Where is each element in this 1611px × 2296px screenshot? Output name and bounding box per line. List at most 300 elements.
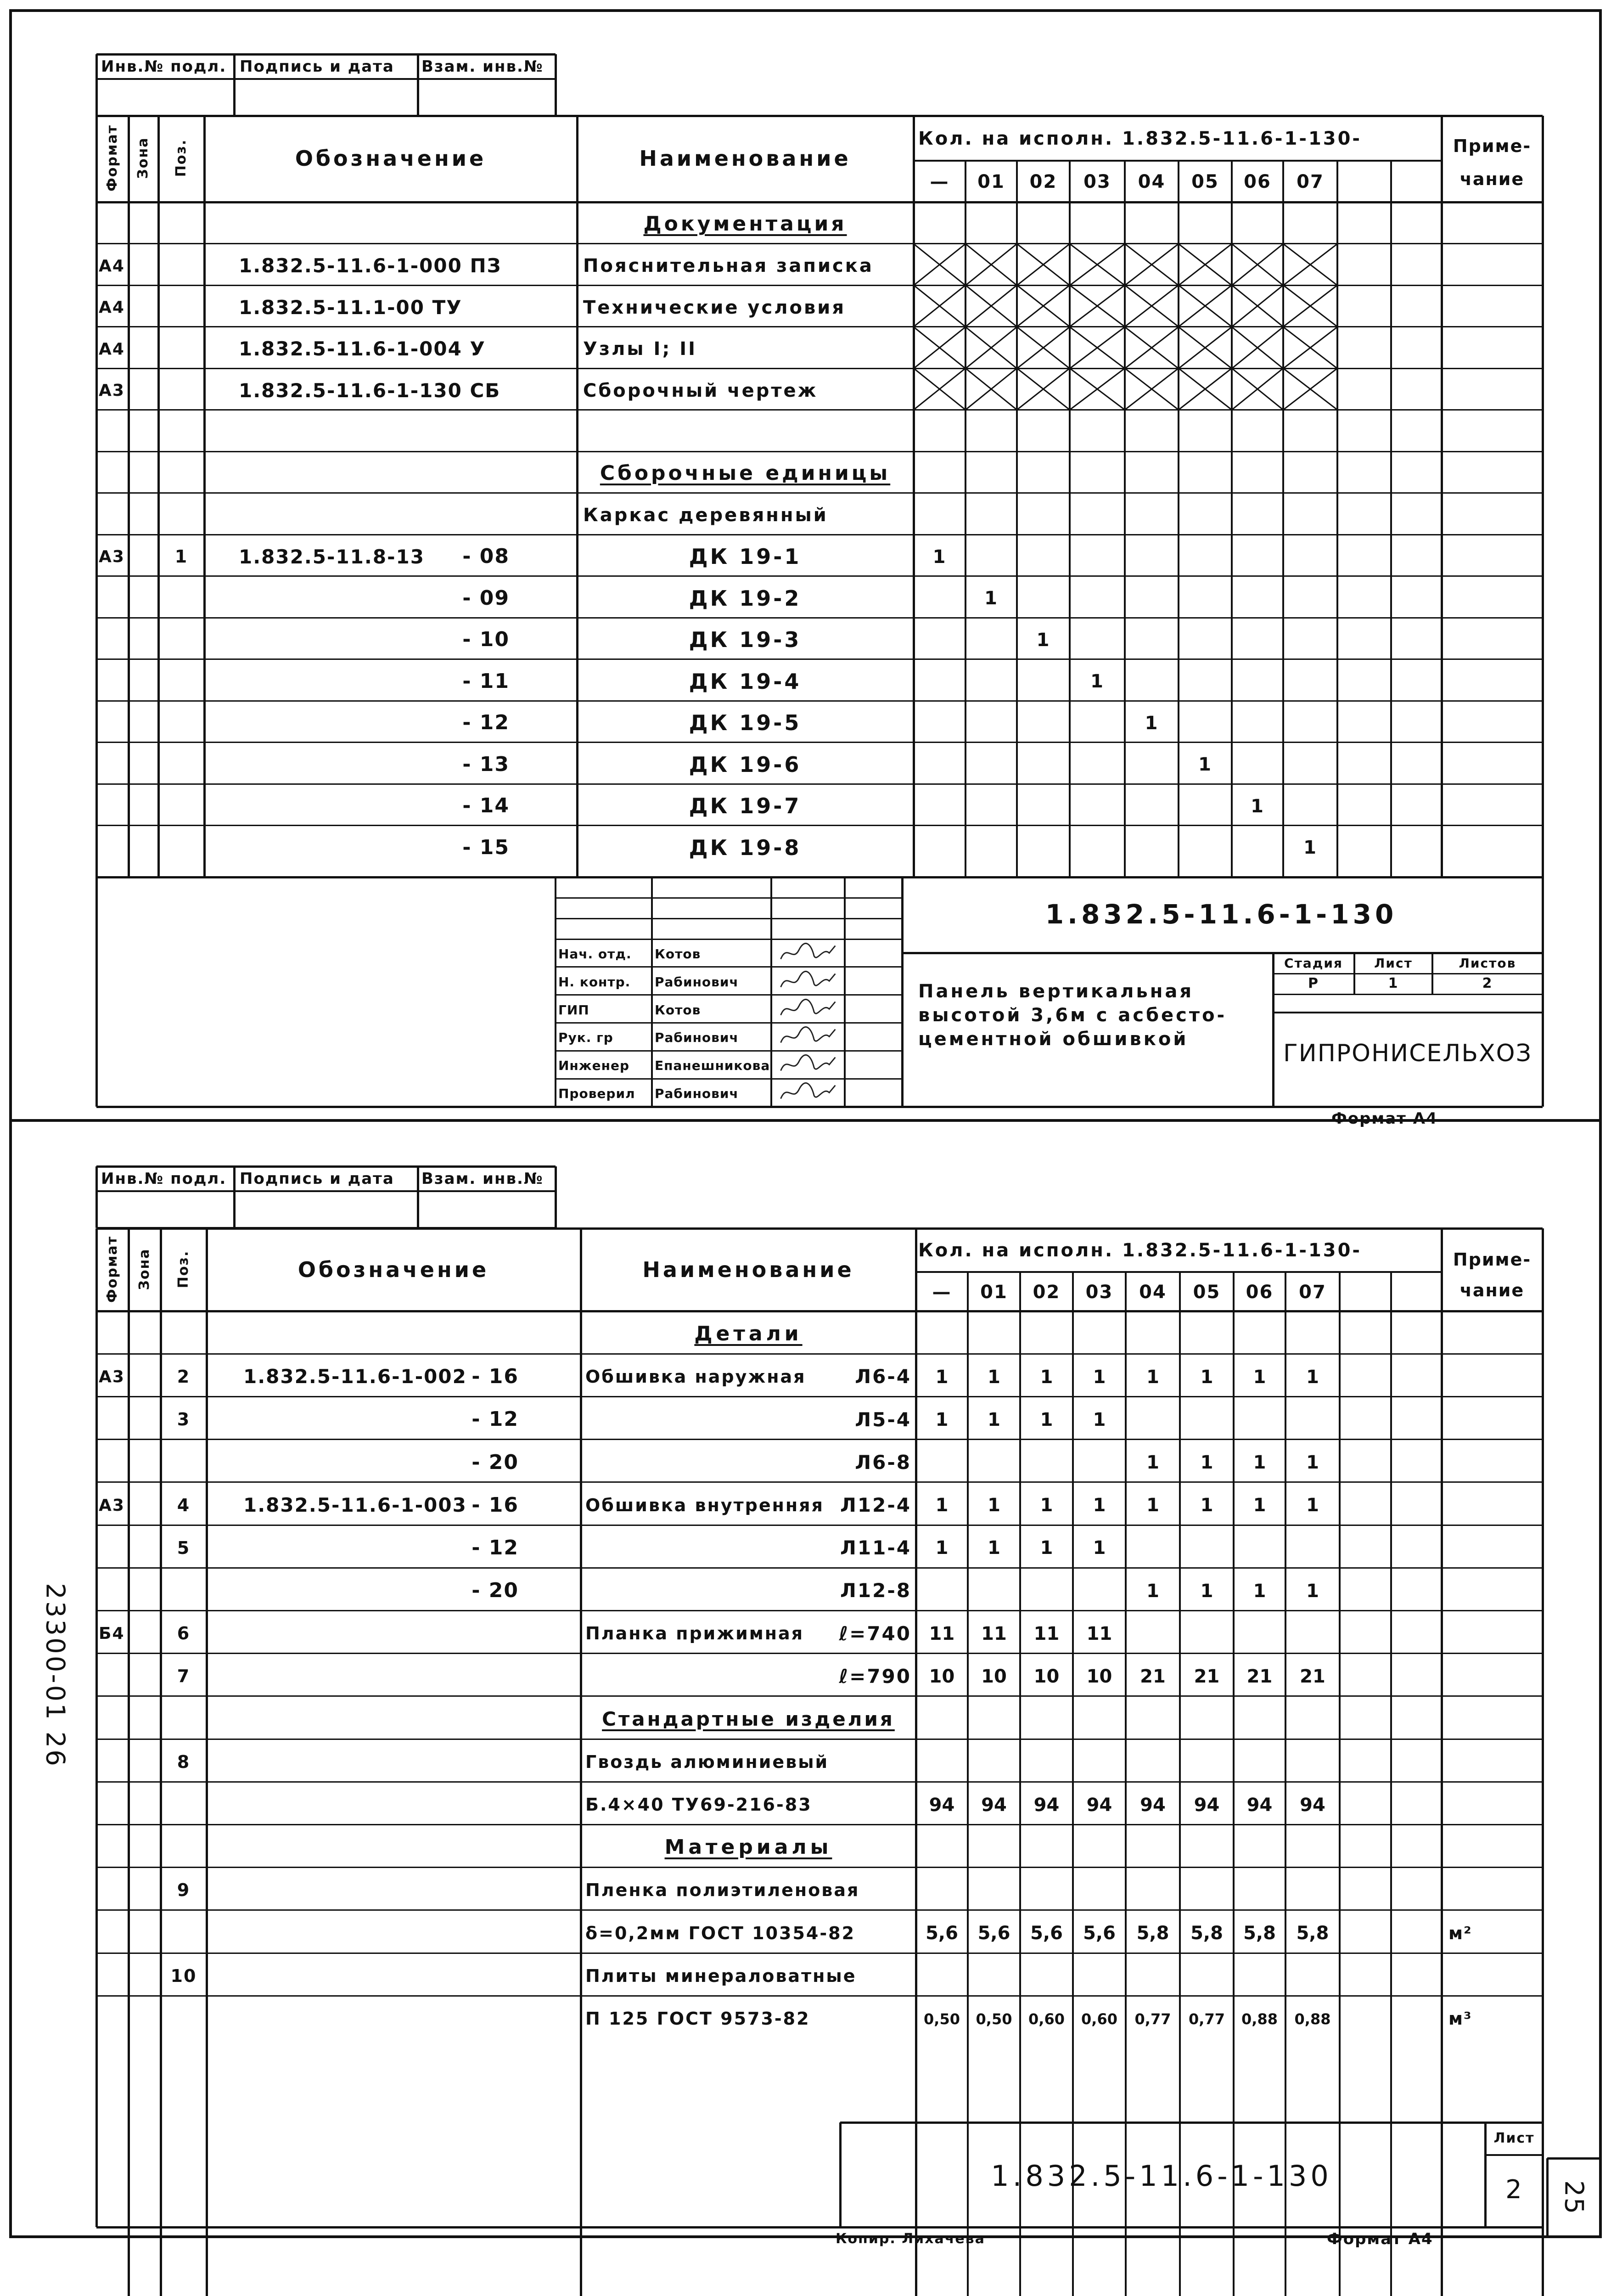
- grid-line: [1485, 2154, 1543, 2156]
- qty-label-header: Кол. на исполн. 1.832.5-11.6-1-130-: [918, 1240, 1362, 1261]
- grid-line: [157, 116, 160, 877]
- grid-line: [576, 116, 578, 877]
- row-name: Обшивка наружная: [585, 1366, 806, 1387]
- grid-line: [96, 575, 1543, 577]
- row-name: ДК 19-3: [689, 627, 802, 653]
- row-qty: 5,8: [1243, 1923, 1276, 1944]
- cross-out-cell: [1017, 327, 1070, 369]
- variant-header-2: 02: [1033, 1282, 1061, 1303]
- grid-line: [840, 2122, 1543, 2124]
- row-qty: 1: [1093, 1537, 1106, 1559]
- row-qty: 1: [1251, 795, 1264, 817]
- row-designation-suffix: - 12: [462, 711, 510, 735]
- col-note-header: Приме-: [1453, 136, 1532, 157]
- row-qty: 21: [1246, 1666, 1273, 1688]
- variant-header-5: 05: [1191, 171, 1219, 193]
- grid-line: [96, 1396, 1543, 1397]
- outer-frame-left: [9, 9, 12, 2238]
- row-qty: 1: [935, 1366, 949, 1388]
- grid-line: [1390, 161, 1392, 877]
- row-designation-suffix: - 13: [462, 752, 510, 776]
- row-qty: 10: [1086, 1666, 1112, 1688]
- stamp-role: Н. контр.: [558, 974, 631, 990]
- page1-format-label: Формат А4: [1331, 1109, 1438, 1128]
- row-position: 2: [177, 1366, 191, 1387]
- stamp-person: Рабинович: [655, 974, 739, 990]
- col-note-header-2: чание: [1459, 1280, 1525, 1301]
- signature-image: [776, 969, 840, 993]
- grid-line: [1542, 2039, 1544, 2227]
- grid-line: [233, 54, 236, 116]
- variant-header-2: 02: [1029, 171, 1057, 193]
- row-qty: 1: [1253, 1580, 1266, 1602]
- row-position: 8: [177, 1751, 191, 1772]
- spec2-left-border: [95, 1228, 98, 2227]
- spec2-top: [96, 1227, 1543, 1230]
- row-qty: 1: [1040, 1366, 1053, 1388]
- row-qty: 5,6: [1083, 1923, 1116, 1944]
- grid-line: [96, 658, 1543, 660]
- grid-line: [1339, 1272, 1341, 2296]
- row-qty: 1: [988, 1409, 1000, 1430]
- variant-header-7: 07: [1299, 1282, 1326, 1303]
- variant-header-6: 06: [1244, 171, 1271, 193]
- grid-line: [95, 54, 98, 116]
- row-name-size: Л11-4: [840, 1536, 911, 1559]
- row-name: Каркас деревянный: [583, 505, 828, 526]
- grid-line: [203, 116, 206, 877]
- row-format: А3: [99, 547, 125, 567]
- grid-line: [206, 1228, 208, 2296]
- grid-line: [913, 116, 915, 877]
- row-qty: 1: [1146, 1580, 1159, 1602]
- row-qty: 1: [1093, 1409, 1106, 1430]
- grid-line: [555, 54, 557, 116]
- grid-line: [128, 116, 130, 877]
- row-name: Обшивка внутренняя: [585, 1495, 824, 1515]
- col-note-header: Приме-: [1453, 1249, 1532, 1270]
- row-qty: 1: [988, 1366, 1000, 1388]
- col-zone-header: Зона: [136, 1248, 152, 1290]
- grid-line: [96, 1995, 1543, 1997]
- cross-out-cell: [1232, 244, 1283, 286]
- grid-line: [96, 742, 1543, 743]
- row-format: А3: [99, 1367, 125, 1387]
- grid-line: [96, 1781, 1543, 1783]
- row-qty: 1: [1306, 1452, 1319, 1474]
- row-qty: 1: [984, 588, 998, 609]
- cross-out-cell: [965, 368, 1017, 410]
- cross-out-cell: [1283, 285, 1337, 327]
- grid-line: [1441, 116, 1443, 877]
- row-section-title: Детали: [694, 1322, 803, 1345]
- row-designation-suffix: - 12: [472, 1407, 519, 1431]
- row-name-size: Л12-4: [840, 1494, 911, 1517]
- row-qty: 1: [1253, 1366, 1266, 1388]
- row-qty: 1: [988, 1495, 1000, 1516]
- row-section-title: Материалы: [664, 1835, 832, 1859]
- row-qty: 0,88: [1241, 2010, 1278, 2028]
- inv-number-header: Инв.№ подл.: [101, 1169, 227, 1188]
- variant-header-1: 01: [980, 1282, 1008, 1303]
- grid-line: [556, 918, 902, 919]
- row-designation-suffix: - 16: [472, 1365, 519, 1389]
- row-designation-suffix: - 12: [472, 1536, 519, 1559]
- row-format: А3: [99, 1496, 125, 1515]
- row-qty: 94: [1194, 1794, 1220, 1816]
- row-position: 7: [177, 1666, 191, 1687]
- grid-line: [915, 1228, 917, 2296]
- row-qty: 21: [1300, 1666, 1325, 1688]
- row-qty: 94: [1300, 1794, 1325, 1816]
- row-qty: 0,60: [1028, 2010, 1065, 2028]
- stamp-stage-label: Стадия: [1284, 955, 1343, 971]
- row-qty: 94: [1086, 1794, 1112, 1816]
- grid-line: [901, 877, 903, 1107]
- side-archive-note: 23300-01 26: [40, 1583, 70, 1768]
- stamp-person: Котов: [655, 1002, 701, 1018]
- replace-inv-header: Взам. инв.№: [421, 57, 544, 76]
- grid-line: [1542, 116, 1544, 877]
- row-qty: 0,88: [1294, 2010, 1331, 2028]
- row-designation: 1.832.5-11.6-1-000 ПЗ: [239, 254, 502, 277]
- grid-line: [96, 534, 1543, 535]
- inv-number-header: Инв.№ подл.: [101, 57, 227, 76]
- grid-line: [96, 1739, 1543, 1740]
- col-format-header: Формат: [104, 1236, 120, 1303]
- cross-out-cell: [914, 285, 965, 327]
- stamp2-sheet-number: 2: [1505, 2175, 1523, 2205]
- qty-label-header: Кол. на исполн. 1.832.5-11.6-1-130-: [918, 128, 1362, 150]
- grid-line: [770, 877, 772, 1107]
- signature-date-header: Подпись и дата: [240, 1169, 394, 1188]
- row-name: ДК 19-4: [689, 669, 802, 694]
- spec1-top: [96, 115, 1543, 117]
- row-name: Б.4×40 ТУ69-216-83: [585, 1794, 812, 1815]
- row-qty: 1: [1306, 1366, 1319, 1388]
- variant-header-5: 05: [1193, 1282, 1221, 1303]
- row-qty: 1: [1093, 1495, 1106, 1516]
- grid-line: [95, 877, 98, 1107]
- stamp-role: Инженер: [558, 1058, 630, 1074]
- row-name: ДК 19-6: [689, 752, 802, 777]
- grid-line: [556, 939, 902, 940]
- row-designation-suffix: - 10: [462, 628, 510, 652]
- grid-line: [556, 897, 902, 899]
- stamp2-sheet-label: Лист: [1493, 2130, 1535, 2147]
- cross-out-cell: [1070, 327, 1125, 369]
- grid-line: [96, 617, 1543, 619]
- variant-header-1: 01: [977, 171, 1005, 193]
- row-section-title: Сборочные единицы: [600, 461, 891, 485]
- stamp-stage: Р: [1308, 975, 1319, 992]
- row-designation-suffix: - 20: [472, 1579, 519, 1603]
- grid-line: [160, 1228, 162, 2296]
- grid-line: [1390, 1272, 1392, 2296]
- cross-out-cell: [1070, 244, 1125, 286]
- row-qty: 10: [1033, 1666, 1060, 1688]
- grid-line: [839, 2122, 842, 2227]
- cross-out-cell: [914, 244, 965, 286]
- row-qty: 0,50: [976, 2010, 1012, 2028]
- row-qty: 5,8: [1190, 1923, 1223, 1944]
- row-qty: 1: [1306, 1580, 1319, 1602]
- row-designation-suffix: - 08: [462, 545, 510, 568]
- grid-line: [1273, 1012, 1543, 1013]
- row-section-title: Документация: [643, 212, 847, 236]
- cross-out-cell: [1179, 244, 1232, 286]
- grid-line: [96, 700, 1543, 702]
- row-qty: 94: [1033, 1794, 1060, 1816]
- col-pos-header: Поз.: [175, 1250, 191, 1289]
- replace-inv-header: Взам. инв.№: [421, 1169, 544, 1188]
- row-format: А4: [99, 256, 125, 276]
- row-format: А4: [99, 339, 125, 359]
- row-name-size: Л5-4: [855, 1408, 911, 1431]
- col-name-header: Наименование: [642, 1257, 854, 1283]
- row-qty: 1: [1200, 1366, 1213, 1388]
- grid-line: [96, 1481, 1543, 1483]
- row-name: Сборочный чертеж: [583, 380, 818, 401]
- grid-line: [556, 1106, 902, 1107]
- grid-line: [96, 1353, 1543, 1355]
- row-qty: 11: [981, 1623, 1007, 1644]
- col-name-header: Наименование: [639, 146, 851, 171]
- stamp-role: Нач. отд.: [558, 946, 632, 962]
- row-name-size: Л6-8: [855, 1451, 911, 1474]
- cross-out-cell: [1070, 368, 1125, 410]
- row-qty: 5,6: [1030, 1923, 1063, 1944]
- row-name: Пояснительная записка: [583, 255, 874, 277]
- row-position: 10: [170, 1965, 197, 1986]
- stamp-sheets-label: Листов: [1459, 955, 1516, 971]
- stamp-person: Епанешникова: [655, 1058, 770, 1074]
- row-qty: 94: [1140, 1794, 1166, 1816]
- cross-out-cell: [914, 368, 965, 410]
- row-qty: 1: [1253, 1452, 1266, 1474]
- cross-out-cell: [1232, 285, 1283, 327]
- grid-line: [555, 877, 556, 1107]
- cross-out-cell: [1179, 285, 1232, 327]
- grid-line: [96, 1953, 1543, 1954]
- grid-line: [1547, 2157, 1600, 2160]
- stamp-title-line: Панель вертикальная: [918, 981, 1194, 1002]
- row-format: А3: [99, 381, 125, 400]
- row-designation-suffix: - 14: [462, 794, 510, 818]
- copier-label: Копир. Лихачева: [836, 2231, 985, 2247]
- signature-image: [776, 1052, 840, 1077]
- row-qty: 0,60: [1081, 2010, 1117, 2028]
- spec1-header-bottom: [96, 201, 1543, 203]
- row-qty: 1: [1090, 671, 1104, 692]
- cross-out-cell: [1125, 368, 1179, 410]
- grid-line: [96, 783, 1543, 785]
- signature-image: [776, 941, 840, 965]
- grid-line: [556, 1078, 902, 1080]
- variant-header-3: 03: [1083, 171, 1111, 193]
- col-pos-header: Поз.: [173, 139, 189, 177]
- grid-line: [96, 1653, 1543, 1654]
- row-qty: 1: [1146, 1366, 1159, 1388]
- cross-out-cell: [1125, 244, 1179, 286]
- outer-frame-top: [9, 9, 1602, 12]
- row-qty: 1: [1198, 754, 1212, 776]
- row-qty: 0,77: [1189, 2010, 1225, 2028]
- stamp-person: Котов: [655, 946, 701, 962]
- cross-out-cell: [965, 327, 1017, 369]
- row-name: Планка прижимная: [585, 1623, 804, 1644]
- row-designation: 1.832.5-11.1-00 ТУ: [239, 296, 462, 319]
- stamp-sheet-label: Лист: [1374, 955, 1413, 971]
- cross-out-cell: [1283, 368, 1337, 410]
- row-designation-suffix: - 09: [462, 586, 510, 610]
- cross-out-cell: [914, 327, 965, 369]
- grid-line: [128, 1228, 130, 2296]
- col-note-header-2: чание: [1459, 169, 1525, 190]
- row-name-size: ℓ=790: [839, 1665, 911, 1688]
- variant-header-4: 04: [1138, 171, 1166, 193]
- row-designation-suffix: - 15: [462, 835, 510, 859]
- row-name: Гвоздь алюминиевый: [585, 1751, 829, 1772]
- row-qty: 1: [1200, 1580, 1213, 1602]
- grid-line: [1273, 973, 1543, 974]
- cross-out-cell: [1017, 368, 1070, 410]
- row-name-size: Л6-4: [855, 1365, 911, 1388]
- stamp-sheets: 2: [1482, 975, 1493, 992]
- cross-out-cell: [1179, 327, 1232, 369]
- page-number: 25: [1559, 2180, 1589, 2215]
- grid-line: [651, 877, 653, 1107]
- row-qty: 0,50: [924, 2010, 960, 2028]
- row-qty: 1: [1093, 1366, 1106, 1388]
- cross-out-cell: [1232, 327, 1283, 369]
- variant-header-4: 04: [1139, 1282, 1167, 1303]
- row-name: Пленка полиэтиленовая: [585, 1880, 860, 1901]
- row-qty: 1: [1036, 629, 1050, 651]
- spec1-bottom: [96, 876, 1543, 878]
- signature-image: [776, 1080, 840, 1105]
- stamp-title-line: цементной обшивкой: [918, 1029, 1189, 1050]
- page2-format-label: Формат А4: [1327, 2229, 1433, 2248]
- row-qty: 1: [1200, 1452, 1213, 1474]
- row-qty: 1: [1303, 837, 1317, 859]
- row-qty: 1: [932, 546, 947, 568]
- grid-line: [96, 1867, 1543, 1868]
- row-designation-suffix: - 16: [472, 1493, 519, 1517]
- row-format: Б4: [99, 1624, 125, 1643]
- grid-line: [1233, 1272, 1235, 2296]
- row-name: Плиты минераловатные: [585, 1965, 857, 1986]
- signature-image: [776, 1024, 840, 1049]
- row-qty: 5,8: [1296, 1923, 1329, 1944]
- col-format-header: Формат: [104, 124, 120, 192]
- variant-header-7: 07: [1297, 171, 1324, 193]
- grid-line: [1273, 994, 1543, 995]
- variant-header-0: —: [930, 171, 949, 193]
- row-qty: 11: [1033, 1623, 1060, 1644]
- row-qty: 10: [929, 1666, 955, 1688]
- grid-line: [1484, 2122, 1487, 2227]
- grid-line: [96, 409, 1543, 411]
- row-name: ДК 19-8: [689, 835, 802, 860]
- row-name: ДК 19-5: [689, 710, 802, 736]
- row-qty: 1: [935, 1537, 949, 1559]
- row-unit-note: м²: [1448, 1923, 1472, 1943]
- cross-out-cell: [1283, 244, 1337, 286]
- cross-out-cell: [1017, 244, 1070, 286]
- row-qty: 5,8: [1136, 1923, 1169, 1944]
- grid-line: [96, 78, 556, 80]
- row-qty: 1: [1040, 1537, 1053, 1559]
- grid-line: [96, 1610, 1543, 1611]
- row-section-title: Стандартные изделия: [602, 1708, 895, 1731]
- row-name: П 125 ГОСТ 9573-82: [585, 2008, 810, 2029]
- row-qty: 1: [1306, 1495, 1319, 1516]
- grid-line: [96, 451, 1543, 452]
- row-name: ДК 19-7: [689, 793, 802, 819]
- row-qty: 11: [1086, 1623, 1112, 1644]
- row-qty: 94: [929, 1794, 955, 1816]
- stamp-organization: ГИПРОНИСЕЛЬХОЗ: [1283, 1039, 1532, 1067]
- row-designation: 1.832.5-11.6-1-130 СБ: [239, 379, 501, 402]
- cross-out-cell: [965, 285, 1017, 327]
- row-qty: 1: [988, 1537, 1000, 1559]
- grid-line: [902, 952, 1543, 954]
- col-designation-header: Обозначение: [298, 1257, 489, 1283]
- grid-line: [1546, 2158, 1549, 2238]
- row-designation: 1.832.5-11.8-13: [239, 545, 425, 568]
- row-qty: 1: [935, 1409, 949, 1430]
- grid-line: [96, 1567, 1543, 1569]
- outer-frame-right: [1599, 9, 1602, 2238]
- stamp-role: Рук. гр: [558, 1030, 613, 1046]
- cross-out-cell: [1070, 285, 1125, 327]
- grid-line: [580, 1228, 582, 2296]
- row-designation-suffix: - 20: [472, 1450, 519, 1474]
- row-qty: 1: [1146, 1495, 1159, 1516]
- grid-line: [556, 994, 902, 996]
- stamp-title-line: высотой 3,6м с асбесто-: [918, 1005, 1227, 1026]
- row-designation: 1.832.5-11.6-1-003: [243, 1494, 467, 1517]
- grid-line: [96, 1165, 556, 1168]
- grid-line: [1285, 1272, 1286, 2296]
- grid-line: [233, 1166, 236, 1228]
- row-name: ДК 19-2: [689, 585, 802, 611]
- row-name: ДК 19-1: [689, 544, 802, 569]
- grid-line: [555, 1166, 557, 1228]
- sheet2-bottom: [96, 2226, 1543, 2228]
- grid-line: [1441, 1228, 1443, 2296]
- row-designation: 1.832.5-11.6-1-002: [243, 1365, 467, 1388]
- row-position: 5: [177, 1537, 191, 1558]
- grid-line: [417, 1166, 419, 1228]
- grid-line: [417, 54, 419, 116]
- stamp-role: ГИП: [558, 1002, 589, 1018]
- grid-line: [96, 825, 1543, 826]
- grid-line: [96, 1439, 1543, 1440]
- grid-line: [96, 1190, 556, 1192]
- row-name-size: Л12-8: [840, 1579, 911, 1602]
- row-qty: 1: [1040, 1409, 1053, 1430]
- row-name: Узлы I; II: [583, 338, 697, 360]
- stamp-role: Проверил: [558, 1086, 635, 1102]
- grid-line: [1542, 877, 1544, 1107]
- grid-line: [1272, 953, 1274, 1107]
- row-name-size: ℓ=740: [839, 1622, 911, 1645]
- row-position: 4: [177, 1495, 191, 1515]
- row-qty: 1: [1200, 1495, 1213, 1516]
- grid-line: [96, 53, 556, 56]
